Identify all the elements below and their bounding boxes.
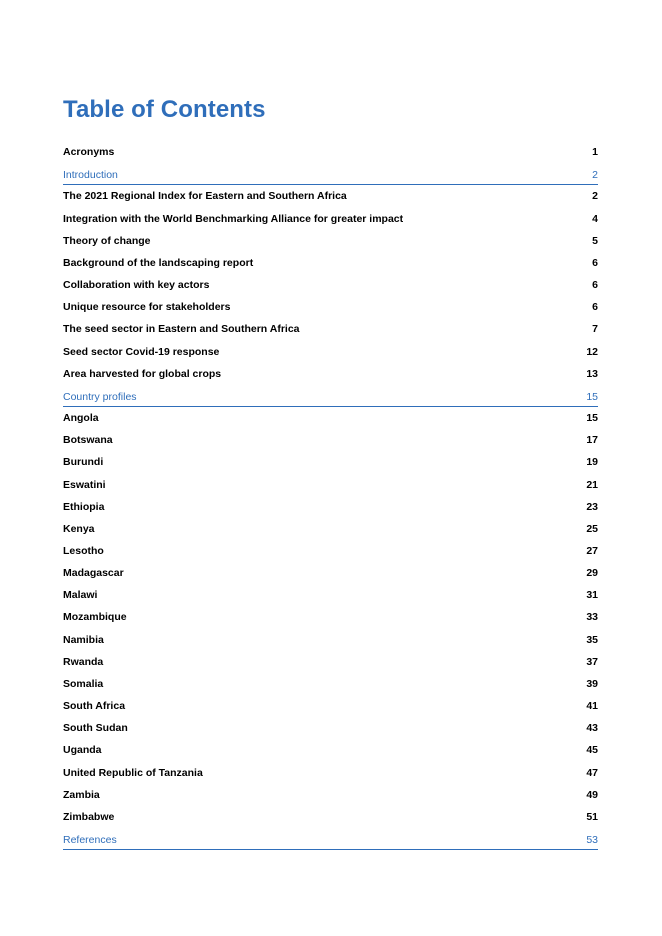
toc-entry-page: 2 xyxy=(592,190,598,203)
toc-entry-label: Seed sector Covid-19 response xyxy=(63,345,220,358)
toc-entry-page: 39 xyxy=(586,677,598,690)
toc-entry-label: Area harvested for global crops xyxy=(63,367,222,380)
table-of-contents xyxy=(63,141,598,850)
toc-entry-zimbabwe[interactable] xyxy=(63,806,598,828)
toc-entry-mozambique[interactable] xyxy=(63,606,598,628)
toc-entry-theory-of-change[interactable] xyxy=(63,230,598,252)
toc-entry-south-africa[interactable] xyxy=(63,695,598,717)
toc-entry-label: Zambia xyxy=(63,788,100,801)
toc-heading-label: Introduction xyxy=(63,169,118,182)
toc-entry-page: 51 xyxy=(586,810,598,823)
toc-entry-label: Background of the landscaping report xyxy=(63,256,254,269)
toc-entry-page: 15 xyxy=(586,412,598,425)
toc-entry-label: Integration with the World Benchmarking Alliance for greater impact xyxy=(63,212,404,225)
toc-entry-page: 1 xyxy=(592,146,598,159)
toc-entry-label: Malawi xyxy=(63,589,98,602)
toc-entry-regional-index[interactable] xyxy=(63,185,598,207)
toc-entry-madagascar[interactable] xyxy=(63,562,598,584)
toc-entry-unique-resource[interactable] xyxy=(63,296,598,318)
toc-entry-label: Acronyms xyxy=(63,146,115,159)
toc-heading-page: 2 xyxy=(592,169,598,182)
toc-entry-angola[interactable] xyxy=(63,407,598,429)
toc-entry-page: 45 xyxy=(586,744,598,757)
toc-entry-page: 37 xyxy=(586,655,598,668)
toc-entry-page: 47 xyxy=(586,766,598,779)
toc-entry-ethiopia[interactable] xyxy=(63,496,598,518)
toc-entry-label: Namibia xyxy=(63,633,104,646)
toc-entry-area-harvested[interactable] xyxy=(63,363,598,385)
toc-entry-uganda[interactable] xyxy=(63,739,598,761)
toc-entry-kenya[interactable] xyxy=(63,518,598,540)
toc-heading-label: Country profiles xyxy=(63,390,137,403)
toc-entry-page: 6 xyxy=(592,279,598,292)
toc-entry-label: Zimbabwe xyxy=(63,810,115,823)
toc-entry-label: The 2021 Regional Index for Eastern and Southern Africa xyxy=(63,190,347,203)
toc-entry-key-actors[interactable] xyxy=(63,274,598,296)
toc-entry-south-sudan[interactable] xyxy=(63,717,598,739)
toc-entry-lesotho[interactable] xyxy=(63,540,598,562)
toc-entry-label: Uganda xyxy=(63,744,102,757)
toc-entry-page: 5 xyxy=(592,234,598,247)
toc-entry-tanzania[interactable] xyxy=(63,761,598,783)
toc-entry-label: Botswana xyxy=(63,434,113,447)
toc-entry-page: 49 xyxy=(586,788,598,801)
toc-entry-page: 23 xyxy=(586,500,598,513)
toc-entry-landscaping-background[interactable] xyxy=(63,252,598,274)
toc-entry-page: 43 xyxy=(586,722,598,735)
toc-entry-zambia[interactable] xyxy=(63,784,598,806)
toc-entry-label: Eswatini xyxy=(63,478,106,491)
toc-entry-page: 7 xyxy=(592,323,598,336)
toc-entry-label: Unique resource for stakeholders xyxy=(63,301,231,314)
toc-entry-page: 41 xyxy=(586,700,598,713)
toc-entry-page: 12 xyxy=(586,345,598,358)
toc-entry-eswatini[interactable] xyxy=(63,473,598,495)
toc-entry-wba-integration[interactable] xyxy=(63,207,598,229)
toc-entry-label: Mozambique xyxy=(63,611,127,624)
toc-heading-references[interactable] xyxy=(63,828,598,850)
toc-entry-page: 35 xyxy=(586,633,598,646)
toc-entry-label: Theory of change xyxy=(63,234,151,247)
toc-entry-page: 31 xyxy=(586,589,598,602)
toc-entry-label: Lesotho xyxy=(63,544,104,557)
toc-entry-label: Somalia xyxy=(63,677,104,690)
toc-entry-page: 6 xyxy=(592,301,598,314)
page-title: Table of Contents xyxy=(63,96,266,123)
toc-heading-page: 15 xyxy=(586,390,598,403)
toc-entry-botswana[interactable] xyxy=(63,429,598,451)
toc-heading-page: 53 xyxy=(586,834,598,846)
toc-entry-page: 4 xyxy=(592,212,598,225)
toc-entry-burundi[interactable] xyxy=(63,451,598,473)
toc-entry-page: 21 xyxy=(586,478,598,491)
toc-entry-label: Burundi xyxy=(63,456,104,469)
toc-entry-malawi[interactable] xyxy=(63,584,598,606)
toc-heading-label: References xyxy=(63,834,117,846)
toc-entry-label: Kenya xyxy=(63,522,95,535)
toc-heading-country-profiles[interactable] xyxy=(63,385,598,407)
toc-entry-page: 27 xyxy=(586,544,598,557)
toc-entry-page: 6 xyxy=(592,256,598,269)
toc-entry-label: The seed sector in Eastern and Southern Africa xyxy=(63,323,300,336)
toc-entry-seed-sector[interactable] xyxy=(63,318,598,340)
toc-entry-somalia[interactable] xyxy=(63,673,598,695)
toc-entry-label: South Africa xyxy=(63,700,126,713)
toc-entry-page: 29 xyxy=(586,567,598,580)
toc-entry-page: 25 xyxy=(586,522,598,535)
toc-entry-page: 17 xyxy=(586,434,598,447)
toc-entry-rwanda[interactable] xyxy=(63,651,598,673)
toc-entry-namibia[interactable] xyxy=(63,628,598,650)
toc-heading-introduction[interactable] xyxy=(63,163,598,185)
toc-entry-covid-response[interactable] xyxy=(63,340,598,362)
toc-entry-page: 19 xyxy=(586,456,598,469)
toc-entry-label: United Republic of Tanzania xyxy=(63,766,203,779)
toc-entry-label: Rwanda xyxy=(63,655,104,668)
toc-entry-page: 33 xyxy=(586,611,598,624)
toc-entry-label: Collaboration with key actors xyxy=(63,279,210,292)
toc-entry-acronyms[interactable] xyxy=(63,141,598,163)
toc-entry-page: 13 xyxy=(586,367,598,380)
toc-entry-label: South Sudan xyxy=(63,722,128,735)
toc-entry-label: Madagascar xyxy=(63,567,124,580)
toc-entry-label: Ethiopia xyxy=(63,500,105,513)
toc-entry-label: Angola xyxy=(63,412,99,425)
